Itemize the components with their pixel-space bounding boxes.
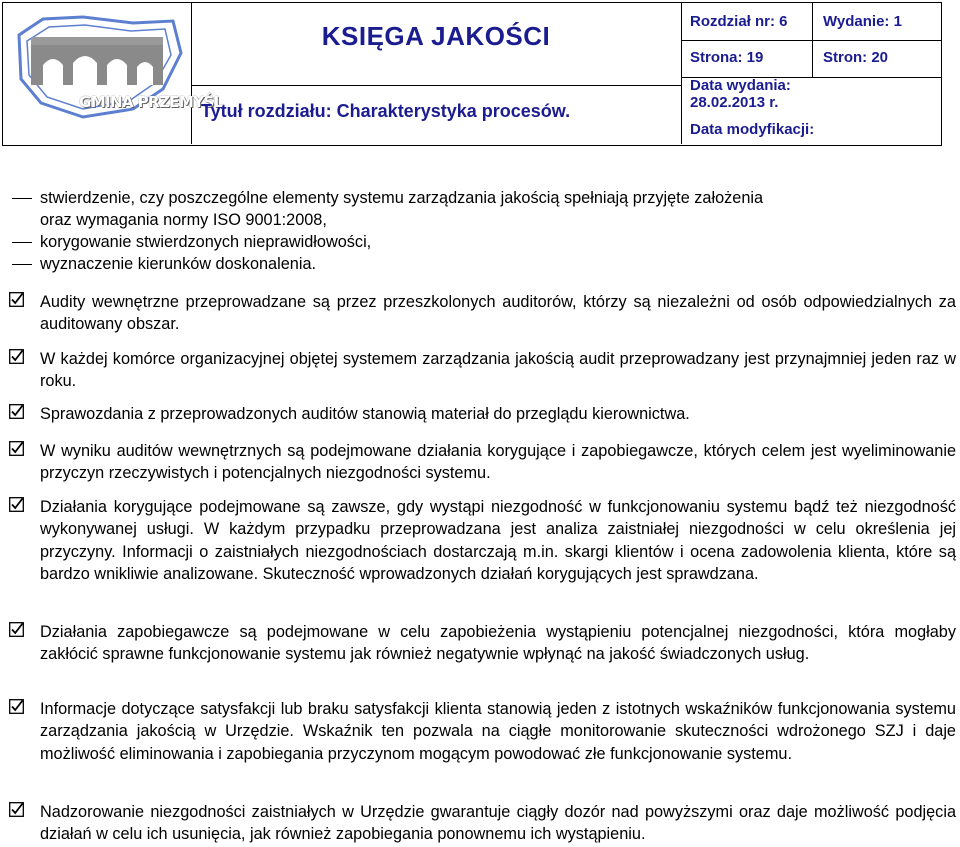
page-number: Strona: 19 xyxy=(690,49,764,66)
checkbox-checked-icon xyxy=(9,349,24,364)
meta-cell xyxy=(682,3,941,144)
chapter-number: Rozdział nr: 6 xyxy=(690,13,788,30)
paragraph-audits-independence: Audity wewnętrzne przeprowadzane są przez przeszkolonych auditorów, którzy są niezależni od osób odpowiedzialnych za auditowany obszar. xyxy=(40,293,956,334)
list-item: wyznaczenie kierunków doskonalenia. xyxy=(40,253,316,275)
dash-marker xyxy=(12,264,32,265)
document-title: KSIĘGA JAKOŚCI xyxy=(321,21,551,51)
list-item: korygowanie stwierdzonych nieprawidłowości, xyxy=(40,231,371,253)
dash-marker xyxy=(12,198,32,199)
checkbox-checked-icon xyxy=(9,802,24,817)
issue-date: 28.02.2013 r. xyxy=(690,94,779,111)
checkbox-checked-icon xyxy=(9,292,24,307)
logo-text: GMINA PRZEMYŚL xyxy=(79,93,223,111)
page-count: Stron: 20 xyxy=(823,49,889,66)
chapter-title: Tytuł rozdziału: Charakterystyka procesów. xyxy=(201,101,571,121)
title-cell xyxy=(191,3,682,144)
paragraph-nonconformity-supervision: Nadzorowanie niezgodności zaistniałych w Urzędzie gwarantuje ciągły dozór nad powyższymi oraz daje możliwość podjęcia działań w celu ich usunięcia, jak również zapobiegania ponownemu ich wystąpieniu. xyxy=(40,803,956,844)
checkbox-checked-icon xyxy=(9,404,24,419)
list-item: stwierdzenie, czy poszczególne elementy systemu zarządzania jakością spełniają przyjęte założenia xyxy=(40,187,763,209)
document-header xyxy=(2,2,942,146)
issue-date-label: Data wydania: xyxy=(690,77,791,94)
paragraph-corrective-actions: Działania korygujące podejmowane są zawsze, gdy wystąpi niezgodność w funkcjonowaniu systemu bądź też niezgodność wykonywanej usługi. W każdym przypadku przeprowadzana jest analiza zaistniałej niezgodności w celu określenia jej przyczyny. Informacji o zaistniałych niezgodnościach dostarczają m.in. skargi klientów i ocena zadowolenia klienta, które są bardzo wnikliwie analizowane. Skuteczność wprowadzonych działań korygujących jest sprawdzana. xyxy=(40,498,956,583)
checkbox-checked-icon xyxy=(9,441,24,456)
paragraph-preventive-actions: Działania zapobiegawcze są podejmowane w celu zapobieżenia wystąpieniu potencjalnej niezgodności, która mogłaby zakłócić sprawne funkcjonowanie systemu jak również negatywnie wpłynąć na jakość świadczonych usług. xyxy=(40,623,956,664)
paragraph-corrective-actions-result: W wyniku auditów wewnętrznych są podejmowane działania korygujące i zapobiegawcze, których celem jest wyeliminowanie przyczyn rzeczywistych i potencjalnych niezgodności systemu. xyxy=(40,442,956,483)
dash-marker xyxy=(12,242,32,243)
modification-date-label: Data modyfikacji: xyxy=(690,121,815,138)
edition: Wydanie: 1 xyxy=(823,13,902,30)
logo-cell xyxy=(3,3,223,144)
list-item-continuation: oraz wymagania normy ISO 9001:2008, xyxy=(40,211,327,229)
checkbox-checked-icon xyxy=(9,622,24,637)
checkbox-checked-icon xyxy=(9,699,24,714)
checkbox-checked-icon xyxy=(9,497,24,512)
paragraph-audit-reports: Sprawozdania z przeprowadzonych auditów stanowią materiał do przeglądu kierownictwa. xyxy=(40,405,690,423)
paragraph-audit-frequency: W każdej komórce organizacyjnej objętej systemem zarządzania jakością audit przeprowadzany jest przynajmniej jeden raz w roku. xyxy=(40,350,956,391)
paragraph-customer-satisfaction: Informacje dotyczące satysfakcji lub braku satysfakcji klienta stanowią jeden z istotnych wskaźników funkcjonowania systemu zarządzania jakością w Urzędzie. Wskaźnik ten pozwala na ciągłe monitorowanie skuteczności wdrożonego SZJ i daje możliwość eliminowania i zapobiegania przyczynom mogącym powodować złe funkcjonowanie systemu. xyxy=(40,700,956,763)
